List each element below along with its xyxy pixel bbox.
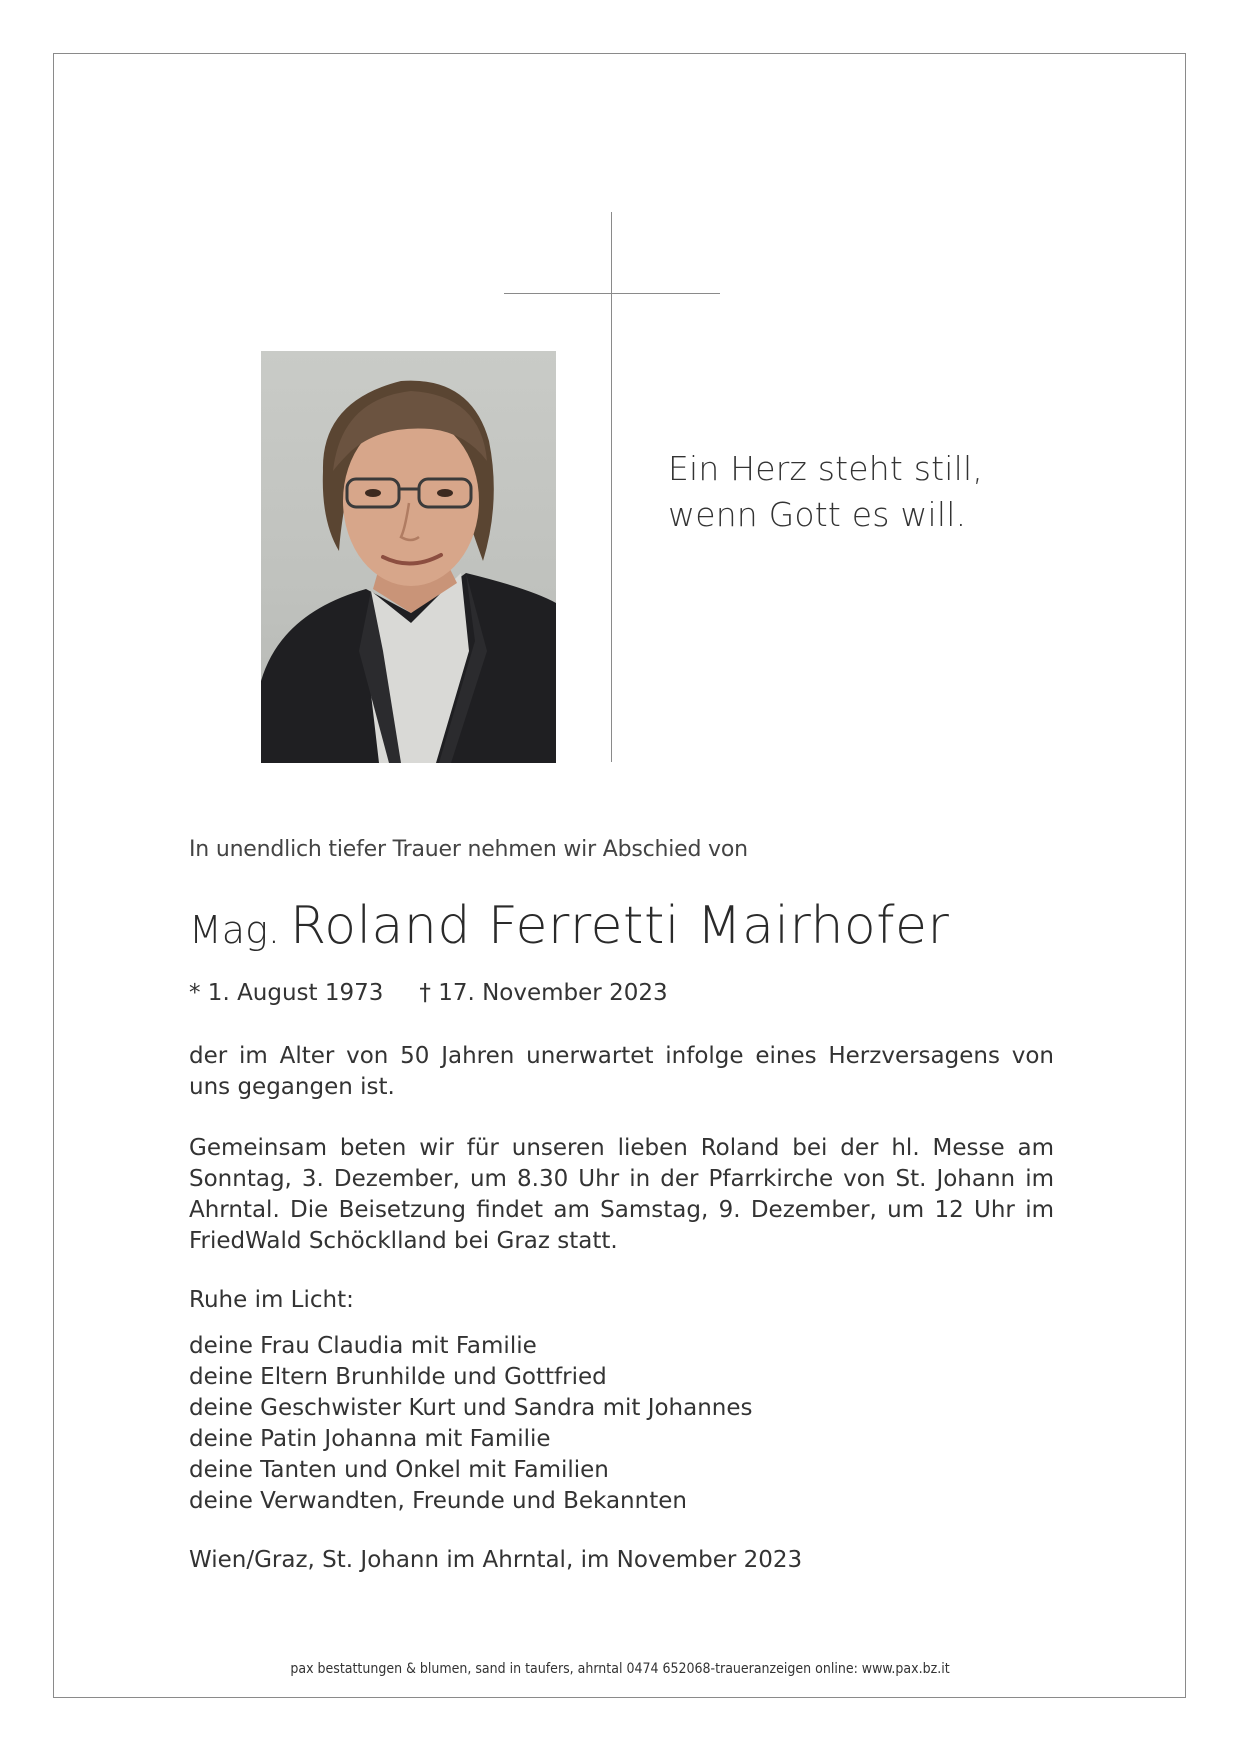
list-item: deine Geschwister Kurt und Sandra mit Johannes	[189, 1395, 753, 1421]
birth-date: * 1. August 1973	[189, 980, 384, 1006]
list-item: deine Patin Johanna mit Familie	[189, 1426, 551, 1452]
list-item: deine Tanten und Onkel mit Familien	[189, 1457, 609, 1483]
motto	[668, 446, 983, 538]
death-paragraph: der im Alter von 50 Jahren unerwartet infolge eines Herzversagens von uns gegangen ist.	[189, 1043, 1054, 1100]
deceased-name-line	[189, 896, 949, 956]
place-and-date: Wien/Graz, St. Johann im Ahrntal, im November 2023	[189, 1547, 803, 1573]
deceased-name: Roland Ferretti Mairhofer	[289, 896, 950, 956]
motto-line-1: Ein Herz steht still,	[668, 449, 984, 488]
mourners-list	[189, 1331, 753, 1517]
footer-credit: pax bestattungen & blumen, sand in taufers, ahrntal 0474 652068-traueranzeigen online: www.pax.bz.it	[290, 1661, 950, 1677]
cross-vertical-line	[611, 212, 612, 762]
portrait-photo	[261, 351, 556, 763]
service-paragraph: Gemeinsam beten wir für unseren lieben Roland bei der hl. Messe am Sonntag, 3. Dezember, um 8.30 Uhr in der Pfarrkirche von St. Johann im Ahrntal. Die Beisetzung findet am Samstag, 9. Dezember, um 12 Uhr im FriedWald Schöcklland bei Graz statt.	[189, 1135, 1054, 1254]
list-item: deine Frau Claudia mit Familie	[189, 1333, 537, 1359]
academic-title: Mag.	[189, 908, 280, 952]
rest-in-light-heading: Ruhe im Licht:	[189, 1287, 354, 1313]
intro-text: In unendlich tiefer Trauer nehmen wir Abschied von	[189, 837, 748, 862]
list-item: deine Verwandten, Freunde und Bekannten	[189, 1488, 687, 1514]
cross-horizontal-line	[504, 293, 720, 294]
motto-line-2: wenn Gott es will.	[668, 495, 967, 534]
life-dates	[189, 980, 668, 1006]
list-item: deine Eltern Brunhilde und Gottfried	[189, 1364, 607, 1390]
death-date: † 17. November 2023	[419, 980, 668, 1006]
